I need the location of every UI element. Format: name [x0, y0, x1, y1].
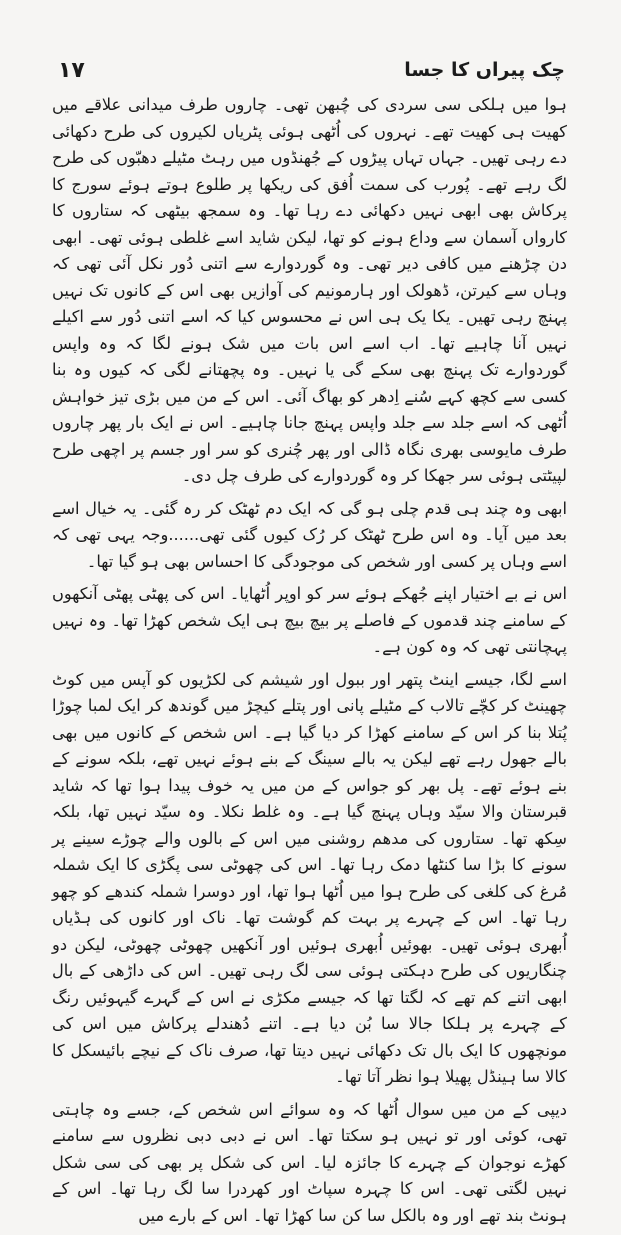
paragraph-2: ابھی وہ چند ہی قدم چلی ہو گی کہ ایک دم ٹھٹک کر رہ گئی۔ یہ خیال اسے بعد میں آیا۔ وہ اس طرح ٹھٹک کر رُک کیوں گئی تھی......وجہ یہی تھی کہ اسے وہاں پر کسی اور شخص کی موجودگی کا احساس بھی ہو گیا تھا۔	[52, 498, 567, 571]
page-header	[58, 50, 565, 90]
running-title: چک پیراں کا جسا	[404, 59, 565, 81]
body-text	[52, 92, 567, 1235]
paragraph-4: اسے لگا، جیسے اینٹ پتھر اور ببول اور شیشم کی لکڑیوں کو آپس میں کوٹ چھینٹ کر کچّے تالاب کے مٹیلے پانی اور پتلے کیچڑ میں گوندھ کر ایک لمبا چوڑا پُتلا بنا کر اس کے سامنے کھڑا کر دیا گیا ہے۔ اس شخص کے کانوں میں بھی بالے جھول رہے تھے لیکن یہ بالے سینگ کے بنے ہوئے نہیں تھے، بلکہ سونے کے بنے ہوئے تھے۔ پل بھر کو جواس کے من میں یہ خوف پیدا ہوا تھا کہ شاید قبرستان والا سیّد وہاں پہنچ گیا ہے۔ وہ غلط نکلا۔ وہ سیّد نہیں تھا، بلکہ سِکھ تھا۔ ستاروں کی مدھم روشنی میں اس کے بالوں والے چوڑے سینے پر سونے کا بڑا سا کنٹھا دمک رہا تھا۔ اس کی چھوٹی سی پگڑی کا ایک شملہ مُرغ کی کلغی کی طرح ہوا میں اُٹھا ہوا تھا، اور دوسرا شملہ کندھے کو چھو رہا تھا۔ اس کے چہرے پر بہت کم گوشت تھا۔ ناک اور کانوں کی ہڈیاں اُبھری ہوئی تھیں۔ بھوئیں اُبھری ہوئیں اور آنکھیں چھوٹی چھوٹی، لیکن دو چنگاریوں کی طرح دہکتی ہوئی سی لگ رہی تھیں۔ اس کی داڑھی کے بال ابھی اتنے کم تھے کہ لگتا تھا کہ جیسے مکڑی نے اس کے گہرے گیہوئیں رنگ کے چہرے پر ہلکا جالا سا بُن دیا ہے۔ اتنے دُھندلے پرکاش میں اس کی مونچھوں کا ایک بال تک دکھائی نہیں دیتا تھا، صرف ناک کے نیچے بائیسکل کا کالا سا ہینڈل پھیلا ہوا نظر آتا تھا۔	[52, 669, 567, 1086]
paragraph-3: اس نے بے اختیار اپنے جُھکے ہوئے سر کو اوپر اُٹھایا۔ اس کی پھٹی پھٹی آنکھوں کے سامنے چند قدموں کے فاصلے پر بیچ بیچ ہی ایک شخص کھڑا تھا۔ وہ نہیں پہچانتی تھی کہ وہ کون ہے۔	[52, 584, 567, 656]
page-number: ١٧	[58, 57, 85, 83]
paragraph-1: ہوا میں ہلکی سی سردی کی چُبھن تھی۔ چاروں طرف میدانی علاقے میں کھیت ہی کھیت تھے۔ نہروں کی اُٹھی ہوئی پٹریاں لکیروں کی طرح دکھائی دے رہی تھیں۔ جہاں تہاں پیڑوں کے جُھنڈوں میں رہٹ مٹیلے دھبّوں کی طرح لگ رہے تھے۔ پُورب کی سمت اُفق کی ریکھا پر طلوع ہوتے ہوئے سورج کا پرکاش بھی ابھی نہیں دکھائی دے رہا تھا۔ وہ سمجھ بیٹھی کہ ستاروں کا کارواں آسمان سے وداع ہونے کو تھا، لیکن شاید اسے غلطی ہوئی تھی۔ ابھی دن چڑھنے میں کافی دیر تھی۔ وہ گوردوارے سے اتنی دُور نکل آئی تھی کہ وہاں سے کیرتن، ڈھولک اور ہارمونیم کی آوازیں بھی اس کے کانوں تک نہیں پہنچ رہی تھیں۔ یکا یک ہی اس نے محسوس کیا کہ اسے اتنی دُور سے اکیلے نہیں آنا چاہیے تھا۔ اب اسے اس بات میں شک ہونے لگا کہ وہ واپس گوردوارے تک پہنچ بھی سکے گی یا نہیں۔ وہ پچھتانے لگی کہ کیوں وہ بنا کسی سے کچھ کہے سُنے اِدھر کو بھاگ آئی۔ اس کے من میں بڑی تیز خواہش اُٹھی کہ اسے جلد سے جلد واپس پہنچ جانا چاہیے۔ اس نے ایک بار پھر چاروں طرف مایوسی بھری نگاہ ڈالی اور پھر چُنری کو سر اور جسم پر اچھی طرح لپیٹتی ہوئی سر جھکا کر وہ گوردوارے کی طرف چل دی۔	[52, 95, 567, 485]
paragraph-5: دیپی کے من میں سوال اُٹھا کہ وہ سوائے اس شخص کے، جسے وہ چاہتی تھی، کوئی اور تو نہیں ہو سکتا تھا۔ اس نے دبی دبی نظروں سے سامنے کھڑے نوجوان کے چہرے کا جائزہ لیا۔ اس کی شکل پر بھی کی سی شکل نہیں لگتی تھی۔ اس کا چہرہ سپاٹ اور کھردرا سا لگ رہا تھا۔ اس کے ہونٹ بند تھے اور وہ بالکل سا کن سا کھڑا تھا۔ اس کے بارے میں	[52, 1099, 567, 1225]
